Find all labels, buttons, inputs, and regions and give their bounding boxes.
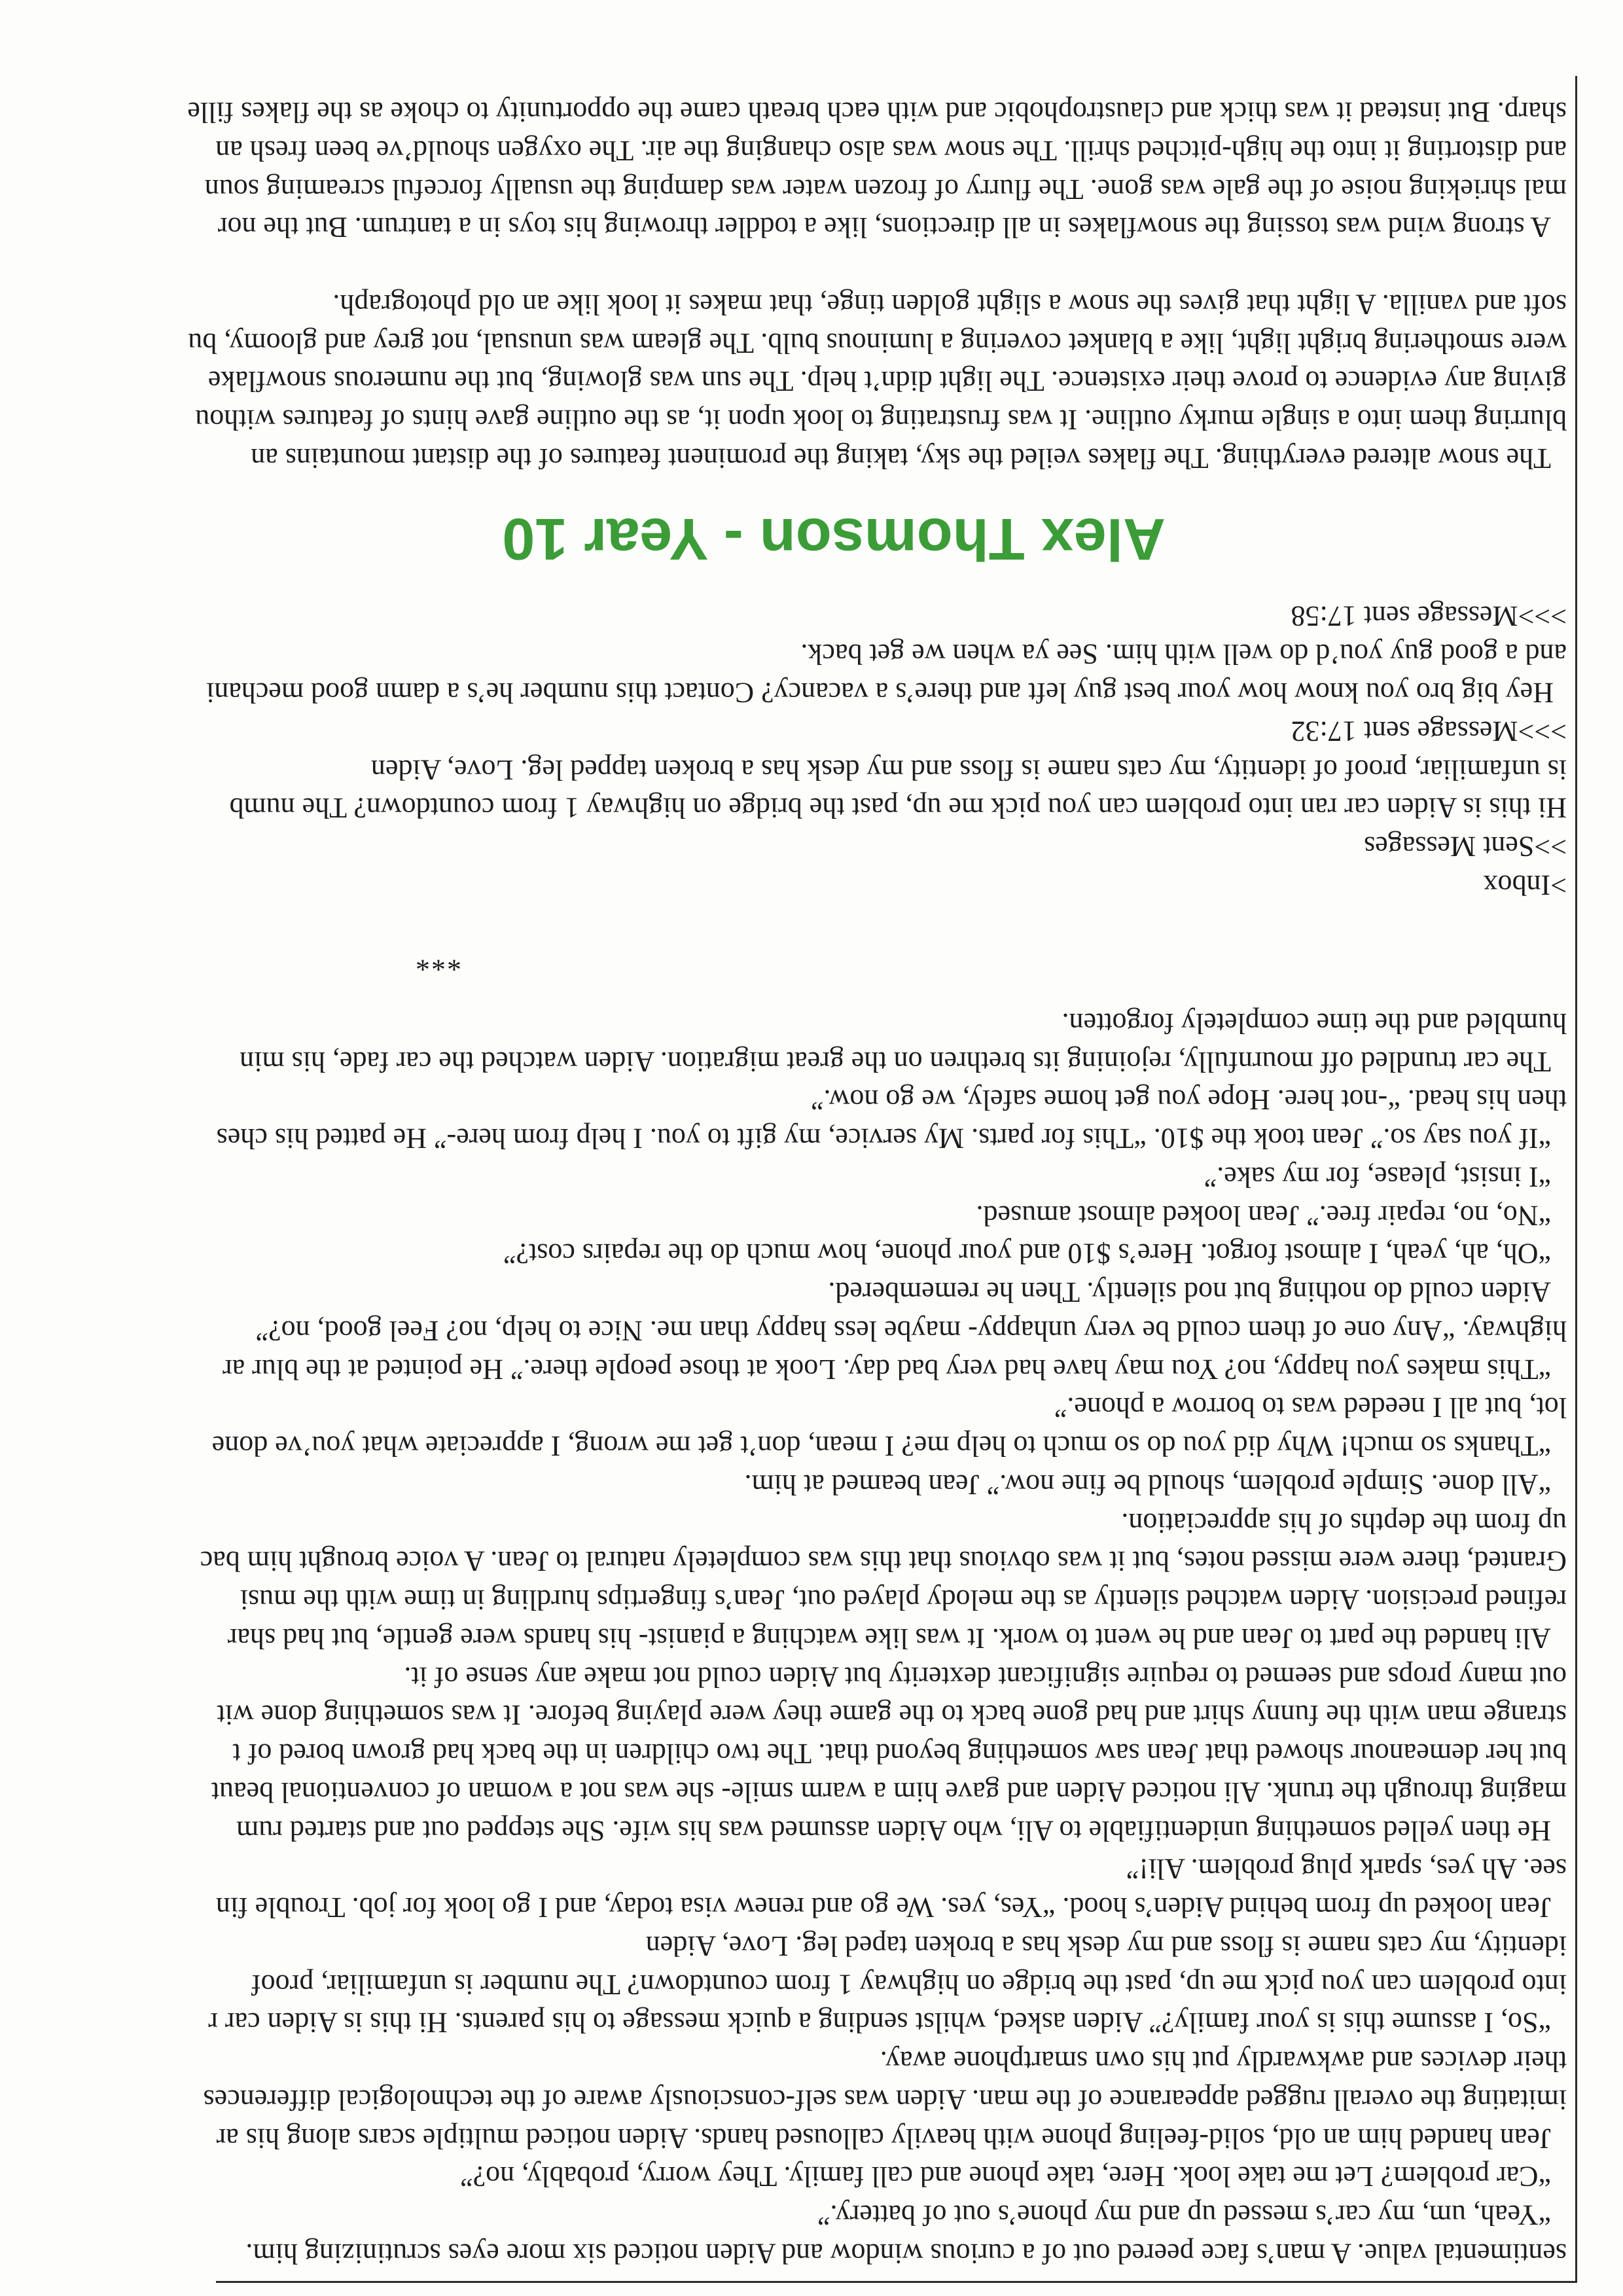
paragraph xyxy=(156,2234,1567,2272)
text-line: sharp. But instead it was thick and claustrophobic and with each breath came the opportunity to choke as the flakes fille xyxy=(187,96,1567,129)
text-line: “If you say so.” Jean took the $10. “This for parts. My service, my gift to you. I help from here-” He patted his ches xyxy=(216,1122,1551,1155)
paragraph xyxy=(156,1196,1567,1234)
paragraph xyxy=(156,865,1567,904)
page-title: Alex Thomson - Year 10 xyxy=(502,506,1166,571)
page-border-left xyxy=(1575,76,1577,2283)
text-line: “This makes you happy, no? You may have had very bad day. Look at those people there.” He pointed at the blur ar xyxy=(223,1353,1551,1386)
paragraph xyxy=(156,1157,1567,1196)
paragraph xyxy=(156,1503,1567,1657)
text-line: identity, my cats name is floss and my desk has a broken taped leg. Love, Aiden xyxy=(645,1930,1567,1962)
text-line: Jean handed him an old, solid-feeling phone with heavily calloused hands. Aiden noticed multiple scars along his ar xyxy=(216,2122,1551,2155)
text-line: Ali handed the part to Jean and he went to work. It was like watching a pianist- his hands were gentle, but had shar xyxy=(227,1623,1551,1655)
paragraph xyxy=(156,596,1567,635)
text-line: He then yelled something unidentifiable to Ali, who Aiden assumed was his wife. She stepped out and started rum xyxy=(236,1814,1551,1847)
text-line: up from the depths of his appreciation. xyxy=(1121,1507,1567,1539)
text-line: “All done. Simple problem, should be fine now.” Jean beamed at him. xyxy=(744,1469,1551,1501)
paragraph xyxy=(156,711,1567,750)
page-border-top xyxy=(216,2281,1577,2283)
text-line: giving any evidence to prove their existence. The light didn’t help. The sun was glowing, but the numerous snowflake xyxy=(207,365,1567,398)
text-line: “Thanks so much! Why did you do so much to help me? I mean, don’t get me wrong, I appreciate what you’ve done xyxy=(211,1430,1551,1463)
text-line: “Yeah, um, my car’s messed up and my phone’s out of battery.” xyxy=(817,2199,1551,2232)
text-line: “Oh, ah, yeah, I almost forgot. Here’s $10 and your phone, how much do the repairs cost?” xyxy=(503,1238,1551,1270)
text-line: “Car problem? Let me take look. Here, take phone and call family. They worry, probably, no?” xyxy=(460,2161,1551,2193)
text-line: but her demeanour showed that Jean saw something beyond that. The two children in the back had grown bored of t xyxy=(232,1738,1567,1770)
text-line: out many props and seemed to require significant dexterity but Aiden could not make any sense of it. xyxy=(404,1660,1567,1693)
text-line: sentimental value. A man’s face peered out of a curious window and Aiden noticed six more eyes scrutinizing him. xyxy=(245,2238,1567,2270)
paragraph xyxy=(156,635,1567,712)
paragraph xyxy=(156,1926,1567,2041)
text-line: >>>Message sent 17:58 xyxy=(1291,600,1567,632)
text-line: then his head. “-not here. Hope you get home safely, we go now.” xyxy=(810,1084,1567,1117)
paragraph xyxy=(156,2042,1567,2157)
text-line: >>Sent Messages xyxy=(1364,831,1567,863)
text-line: Aiden could do nothing but nod silently. Then he remembered. xyxy=(828,1276,1551,1309)
section-divider: *** xyxy=(414,945,461,977)
paragraph xyxy=(156,285,1567,477)
text-line: into problem can you pick me up, past the bridge on highway 1 from countdown? The number is unfamiliar, proof xyxy=(251,1968,1567,2001)
text-line: highway. “Any one of them could be very unhappy- maybe less happy than me. Nice to help, no? Feel good, no?” xyxy=(255,1315,1567,1347)
paragraph xyxy=(156,1081,1567,1158)
text-line: maging through the trunk. Ali noticed Aiden and gave him a warm smile- she was not a woman of conventional beaut xyxy=(211,1776,1567,1808)
text-line: >>>Message sent 17:32 xyxy=(1291,715,1567,747)
text-line: and a good guy you’d do well with him. See ya when we get back. xyxy=(800,638,1567,671)
text-line: lot, but all I needed was to borrow a phone.” xyxy=(1054,1391,1567,1424)
text-line: humbled and the time completely forgotten. xyxy=(1061,1007,1567,1039)
text-line: The car trundled off mournfully, rejoining its brethren on the great migration. Aiden watched the car fade, his min xyxy=(240,1045,1551,1078)
text-line: mal shrieking noise of the gale was gone. The flurry of frozen water was damping the usually forceful screaming soun xyxy=(204,173,1567,206)
paragraph xyxy=(156,750,1567,827)
text-line: “I insist, please, for my sake.” xyxy=(1204,1161,1551,1193)
paragraph xyxy=(156,827,1567,866)
text-line: A strong wind was tossing the snowflakes in all directions, like a toddler throwing his toys in a tantrum. But the nor xyxy=(217,211,1551,244)
paragraph xyxy=(156,1003,1567,1081)
paragraph xyxy=(156,1657,1567,1850)
paragraph xyxy=(156,93,1567,247)
text-line: see. Ah yes, spark plug problem. Ali!” xyxy=(1126,1853,1567,1886)
text-line: Hey big bro you know how your best guy left and there’s a vacancy? Contact this number he’s a damn good mechani xyxy=(206,677,1554,709)
text-line: blurring them into a single murky outline. It was frustrating to look upon it, as the outline gave hints of features withou xyxy=(195,404,1567,437)
text-line: The snow altered everything. The flakes veiled the sky, taking the prominent features of the distant mountains an xyxy=(251,442,1551,475)
text-line: soft and vanilla. A light that gives the snow a slight golden tinge, that makes it look like an old photograph. xyxy=(332,289,1567,321)
text-line: >Inbox xyxy=(1483,869,1567,901)
paragraph xyxy=(156,1388,1567,1465)
text-line: their devices and awkwardly put his own smartphone away. xyxy=(880,2045,1567,2078)
paragraph xyxy=(156,1234,1567,1273)
text-line: strange man with the funny shirt and had gone back to the game they were playing before. It was something done wit xyxy=(217,1699,1567,1732)
text-line: “So, I assume this is your family?” Aiden asked, whilst sending a quick message to his parents. Hi this is Aiden car r xyxy=(208,2007,1551,2039)
text-line: were smothering bright light, like a blanket covering a luminous bulb. The gleam was unusual, not grey and gloomy, bu xyxy=(188,327,1567,359)
paragraph xyxy=(156,2196,1567,2234)
text-line: imitating the overall rugged appearance of the man. Aiden was self-consciously aware of the technological differences xyxy=(203,2084,1567,2116)
paragraph xyxy=(156,1311,1567,1388)
text-line: Granted, there were missed notes, but it was obvious that this was completely natural to Jean. A voice brought him bac xyxy=(200,1545,1567,1578)
paragraph xyxy=(156,1273,1567,1312)
paragraph xyxy=(156,1850,1567,1927)
snow-section xyxy=(156,93,1567,478)
paragraph xyxy=(156,1465,1567,1503)
paragraph xyxy=(156,2157,1567,2196)
messages-section xyxy=(156,596,1567,904)
story-section xyxy=(156,1003,1567,2272)
text-line: refined precision. Aiden watched silently as the melody played out, Jean’s fingertips hurdling in time with the musi xyxy=(240,1584,1567,1617)
text-line: Jean looked up from behind Aiden’s hood. “Yes, yes. We go and renew visa today, and I go look for job. Trouble fin xyxy=(215,1892,1551,1924)
text-line: is unfamiliar, proof of identity, my cats name is floss and my desk has a broken tapped leg. Love, Aiden xyxy=(370,753,1567,786)
text-line: Hi this is Aiden car ran into problem can you pick me up, past the bridge on highway 1 from countdown? The numb xyxy=(229,792,1567,825)
text-line: “No, no, repair free.” Jean looked almost amused. xyxy=(976,1199,1551,1232)
text-line: and distorting it into the high-pitched shrill. The snow was also changing the air. The oxygen should’ve been fresh an xyxy=(215,135,1567,167)
